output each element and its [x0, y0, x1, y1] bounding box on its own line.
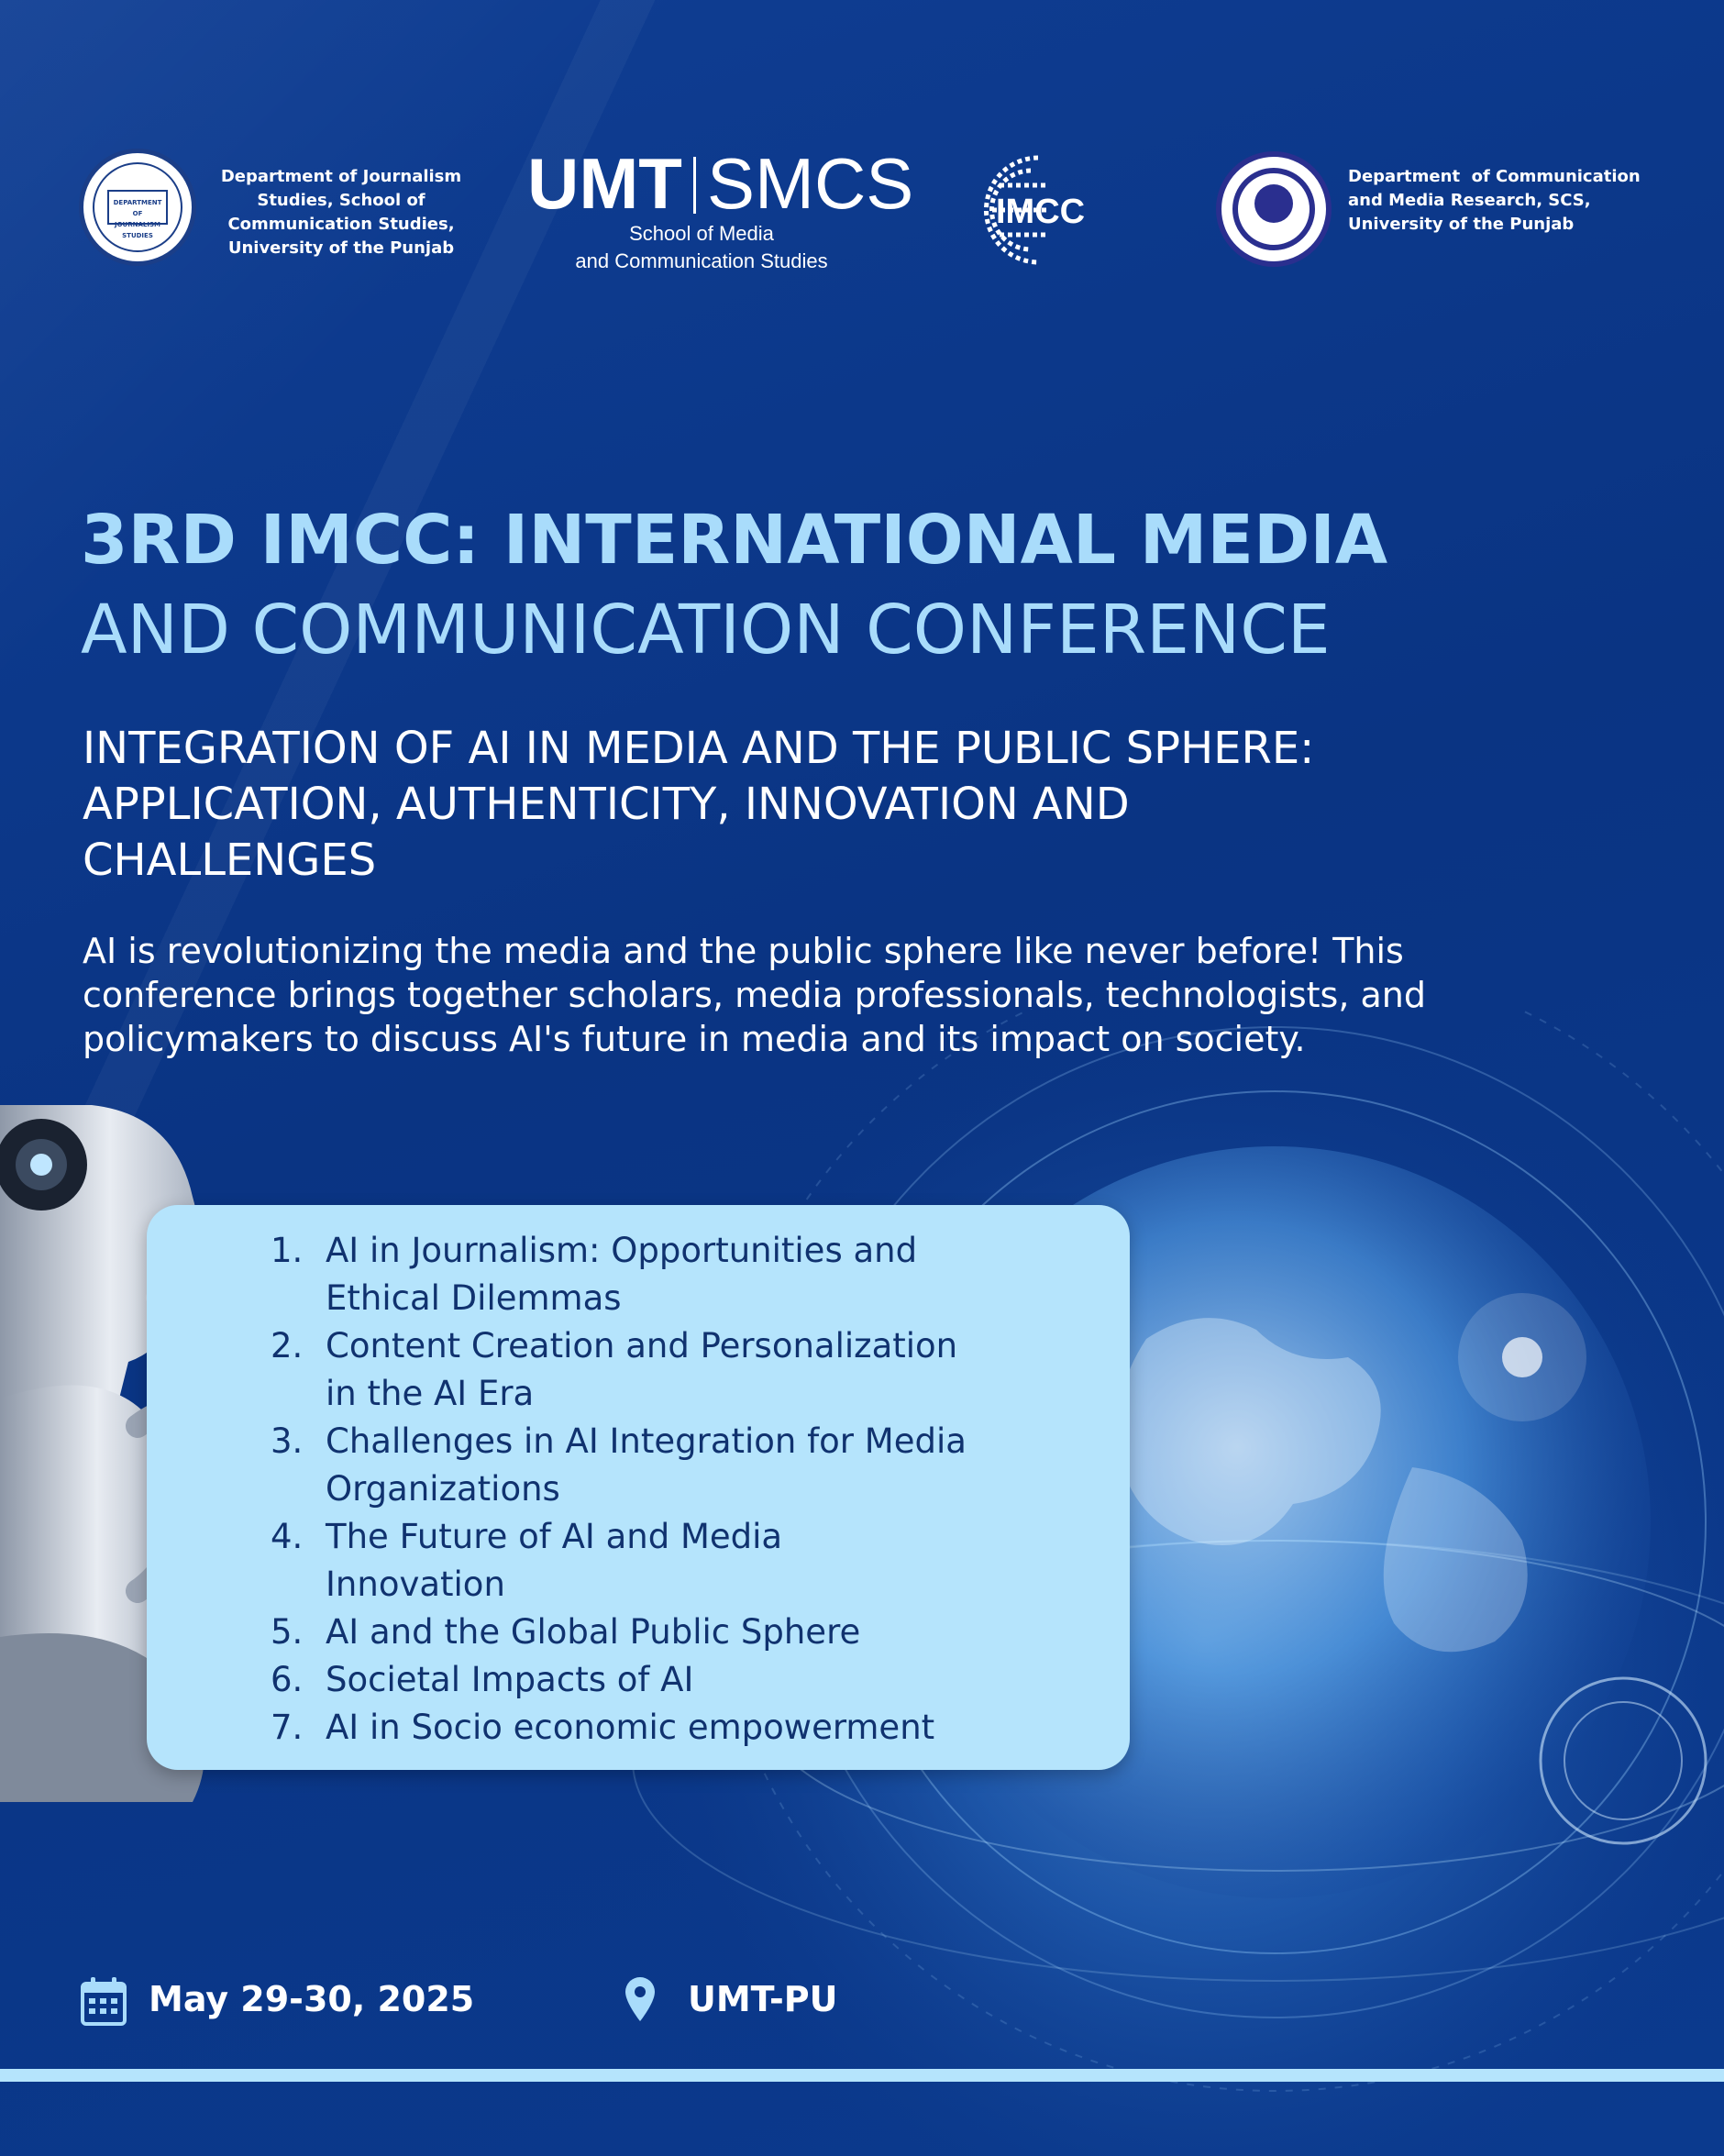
title-line-2: AND COMMUNICATION CONFERENCE	[81, 591, 1331, 669]
event-venue: UMT-PU	[688, 1979, 838, 2019]
topic-line: AI in Journalism: Opportunities and	[326, 1231, 918, 1270]
journalism-dept-caption	[213, 165, 470, 260]
topic-line: The Future of AI and Media	[326, 1517, 783, 1556]
topic-item	[271, 1227, 967, 1322]
topic-line: AI and the Global Public Sphere	[326, 1612, 861, 1652]
theme-line: APPLICATION, AUTHENTICITY, INNOVATION AND	[83, 779, 1130, 830]
caption-line: Department of Journalism	[220, 167, 462, 186]
map-pin-icon	[624, 1975, 657, 2023]
caption-line: University of the Punjab	[227, 238, 455, 258]
topic-item	[271, 1513, 967, 1609]
topic-line: Content Creation and Personalization	[326, 1326, 958, 1365]
topic-item	[271, 1704, 967, 1752]
topic-line: Societal Impacts of AI	[326, 1660, 694, 1699]
seal-inner-text	[107, 190, 168, 239]
event-date: May 29-30, 2025	[149, 1979, 475, 2019]
umt-subtitle	[527, 220, 876, 275]
umt-subtitle-line: School of Media	[629, 222, 774, 245]
topics-list	[271, 1227, 967, 1752]
intro-line: AI is revolutionizing the media and the public sphere like never before! This	[83, 931, 1404, 971]
seal-text-line: DEPARTMENT OF	[113, 199, 162, 217]
bottom-accent-bar	[0, 2069, 1724, 2082]
communication-dept-seal-logo	[1216, 151, 1332, 267]
calendar-icon	[81, 1976, 127, 2026]
umt-smcs-logo	[527, 143, 914, 275]
topic-line: Innovation	[326, 1564, 505, 1604]
logo-divider	[693, 157, 696, 214]
topic-line: Organizations	[326, 1469, 560, 1509]
topic-line: Ethical Dilemmas	[326, 1278, 622, 1318]
topic-number: 3.	[271, 1421, 304, 1461]
caption-line: and Media Research, SCS,	[1348, 191, 1591, 210]
topic-number: 6.	[271, 1660, 304, 1699]
topic-number: 7.	[271, 1708, 304, 1747]
theme-line: CHALLENGES	[83, 835, 377, 886]
title-line-1: 3RD IMCC: INTERNATIONAL MEDIA	[81, 501, 1388, 580]
topic-number: 5.	[271, 1612, 304, 1652]
caption-line: Studies, School of	[257, 191, 425, 210]
caption-line: Communication Studies,	[227, 215, 455, 234]
topic-line: AI in Socio economic empowerment	[326, 1708, 935, 1747]
imcc-wordmark: IMCC	[996, 193, 1086, 231]
smcs-wordmark: SMCS	[706, 143, 914, 224]
topics-card	[147, 1205, 1130, 1770]
caption-line: Department of Communication	[1348, 167, 1641, 186]
umt-subtitle-line: and Communication Studies	[575, 249, 828, 272]
conference-title	[81, 495, 1695, 675]
seal-text-line: JOURNALISM STUDIES	[115, 221, 160, 239]
caption-line: University of the Punjab	[1348, 215, 1575, 234]
communication-dept-caption	[1348, 165, 1660, 237]
journalism-dept-seal-logo	[79, 149, 196, 266]
topic-number: 4.	[271, 1517, 304, 1556]
topic-item	[271, 1322, 967, 1418]
topic-line: in the AI Era	[326, 1374, 535, 1413]
conference-theme	[83, 721, 1641, 889]
umt-wordmark: UMT	[527, 143, 682, 224]
intro-line: policymakers to discuss AI's future in media and its impact on society.	[83, 1019, 1306, 1059]
topic-number: 2.	[271, 1326, 304, 1365]
topic-item	[271, 1418, 967, 1513]
topic-item	[271, 1609, 967, 1656]
topic-item	[271, 1656, 967, 1704]
intro-paragraph	[83, 929, 1678, 1061]
theme-line: INTEGRATION OF AI IN MEDIA AND THE PUBLIC SPHERE:	[83, 723, 1315, 774]
topic-line: Challenges in AI Integration for Media	[326, 1421, 967, 1461]
topic-number: 1.	[271, 1231, 304, 1270]
intro-line: conference brings together scholars, media professionals, technologists, and	[83, 975, 1426, 1015]
